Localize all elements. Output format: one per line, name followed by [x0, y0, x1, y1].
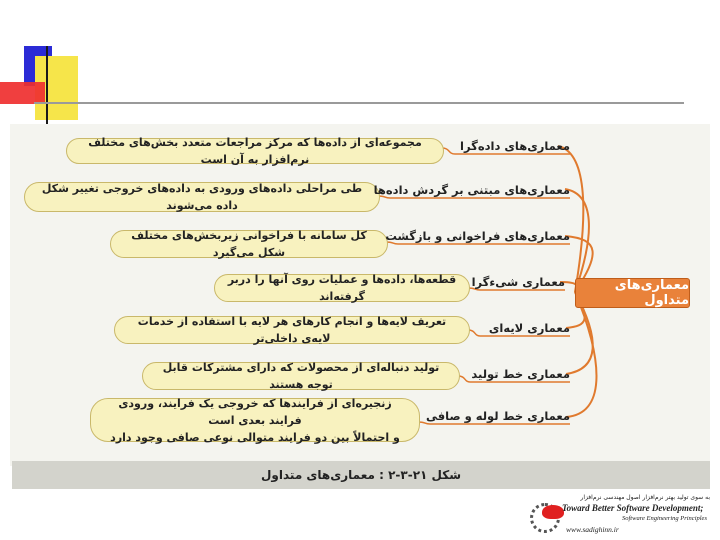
decor-vertical-line — [46, 46, 48, 126]
branch-7-label: معماری خط لوله و صافی — [426, 409, 570, 423]
connector-1 — [558, 146, 583, 292]
branch-2-label: معماری‌های مبتنی بر گردش داده‌ها — [373, 183, 570, 197]
branch-1-description: مجموعه‌ای از داده‌ها که مرکز مراجعات متعدد بخش‌های مختلف نرم‌افزار به آن است — [66, 138, 444, 164]
logo-english-title: Toward Better Software Development; — [562, 503, 704, 513]
branch-6-description: تولید دنباله‌ای از محصولات که دارای مشترکات قابل توجه هستند — [142, 362, 460, 390]
logo-persian-title: به سوی تولید بهتر نرم‌افزار اصول مهندسی نرم‌افزار — [580, 494, 710, 501]
branch-4-description: قطعه‌ها، داده‌ها و عملیات روی آنها را دربر گرفته‌اند — [214, 274, 470, 302]
branch-5-label: معماری لایه‌ای — [488, 321, 570, 335]
publisher-logo — [530, 493, 720, 540]
decor-red-square — [0, 82, 45, 104]
center-node — [575, 278, 690, 308]
branch-4-label: معماری شیءگرا — [471, 275, 565, 289]
figure-caption-text: شکل ۲۱-۳-۲ : معماری‌های متداول — [261, 468, 462, 482]
branch-7-description — [90, 398, 420, 442]
branch-5-description: تعریف لایه‌ها و انجام کارهای هر لایه با استفاده از خدمات لایه‌ی داخلی‌تر — [114, 316, 470, 344]
center-node-label: معماری‌های متداول — [614, 278, 689, 308]
branch-6-label: معماری خط تولید — [471, 367, 570, 381]
logo-url: www.sadighinn.ir — [566, 525, 619, 534]
branch-1-label: معماری‌های داده‌گرا — [460, 139, 570, 153]
branch-3-description: کل سامانه با فراخوانی زیربخش‌های مختلف شکل می‌گیرد — [110, 230, 388, 258]
decor-horizontal-rule — [34, 102, 684, 104]
branch-2-description: طی مراحلی داده‌های ورودی به داده‌های خروجی تغییر شکل داده می‌شوند — [24, 182, 380, 212]
mind-map-figure — [10, 124, 710, 466]
logo-red-mark-icon — [542, 505, 564, 519]
branch-3-label: معماری‌های فراخوانی و بازگشت — [385, 229, 570, 243]
branch-7-description-line1: زنجیره‌ای از فرایندها که خروجی یک فرایند، ورودی فرایند بعدی است — [118, 396, 392, 427]
branch-7-description-line2: و احتمالاً بین دو فرایند متوالی نوعی صافی وجود دارد — [110, 430, 400, 444]
logo-subtitle: Software Engineering Principles — [622, 515, 707, 522]
figure-caption — [12, 461, 710, 489]
